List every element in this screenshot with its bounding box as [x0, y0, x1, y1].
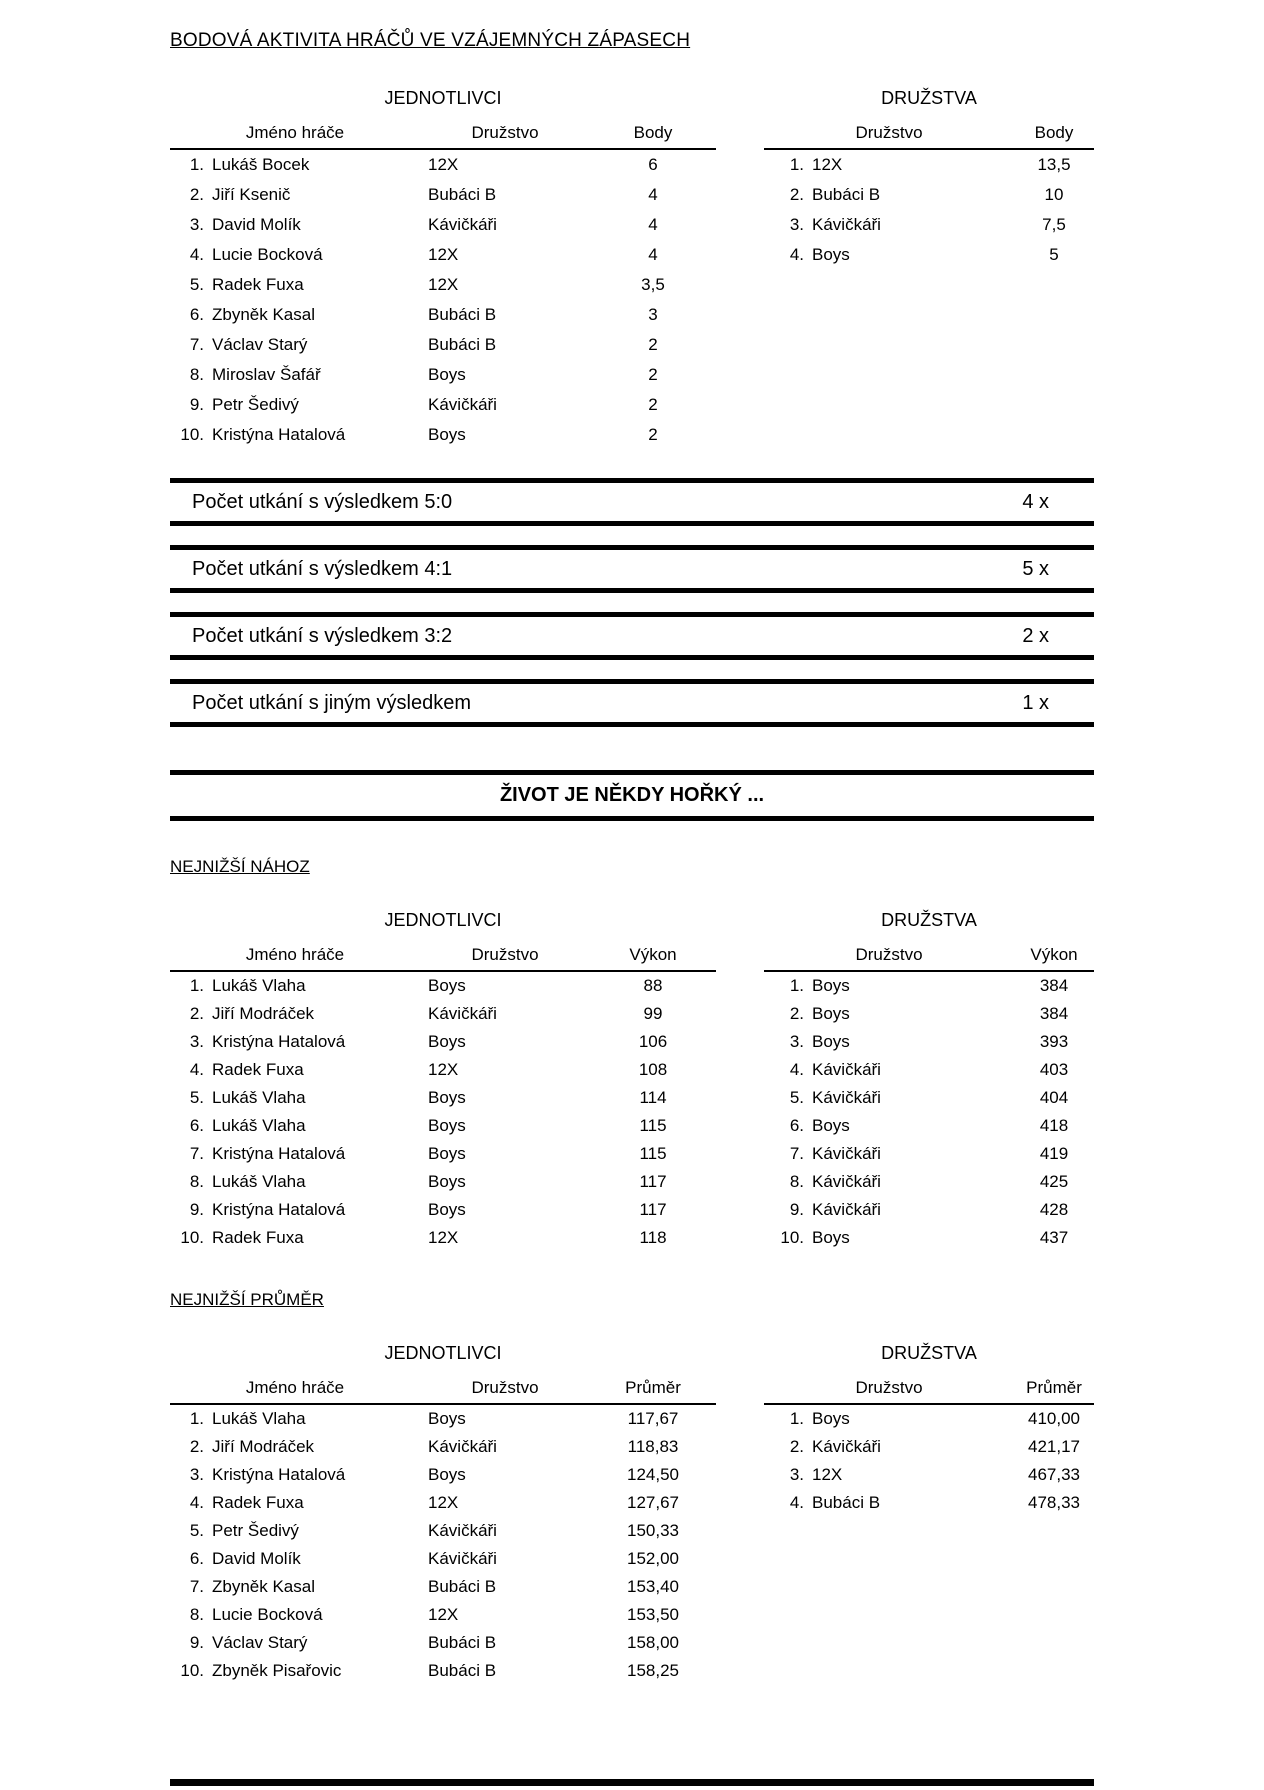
- score-cell: 114: [639, 1088, 667, 1107]
- team-cell: Kávičkáři: [812, 1200, 881, 1219]
- team-cell: 12X: [812, 155, 843, 174]
- team-cell: Kávičkáři: [428, 215, 497, 234]
- lowest-throw-section: [170, 857, 1094, 1252]
- column-header-average: Průměr: [1026, 1378, 1082, 1397]
- rank-cell: 4.: [789, 1060, 804, 1079]
- player-name-cell: Zbyněk Kasal: [212, 305, 315, 324]
- activity-section: [170, 88, 1094, 450]
- column-header-points: Body: [1034, 123, 1074, 142]
- rank-cell: 6.: [189, 1116, 204, 1135]
- table-row: [170, 180, 716, 210]
- table-row: [170, 1657, 716, 1685]
- team-cell: Bubáci B: [428, 335, 497, 354]
- player-name-cell: Lucie Bocková: [212, 245, 323, 264]
- player-name-cell: Lukáš Vlaha: [212, 1172, 306, 1191]
- rank-cell: 5.: [189, 1521, 204, 1540]
- individuals-title: JEDNOTLIVCI: [384, 910, 502, 930]
- table-row: [764, 210, 1094, 240]
- average-cell: 153,40: [627, 1577, 679, 1596]
- player-name-cell: Lucie Bocková: [212, 1605, 323, 1624]
- rank-cell: 2.: [789, 1437, 804, 1456]
- rank-cell: 10.: [180, 1661, 204, 1680]
- table-row: [170, 1601, 716, 1629]
- rank-cell: 8.: [189, 365, 204, 384]
- rank-cell: 10.: [180, 1228, 204, 1247]
- team-cell: Bubáci B: [428, 1577, 497, 1596]
- activity-individuals-column: [170, 88, 716, 450]
- rank-cell: 4.: [789, 1493, 804, 1512]
- points-cell: 2: [648, 395, 658, 414]
- table-row: [170, 210, 716, 240]
- individuals-title: JEDNOTLIVCI: [384, 1343, 502, 1363]
- lowest-throw-teams-column: [764, 910, 1094, 1252]
- average-cell: 150,33: [627, 1521, 679, 1540]
- table-row: [170, 1433, 716, 1461]
- rank-cell: 3.: [789, 1465, 804, 1484]
- player-name-cell: Radek Fuxa: [212, 275, 304, 294]
- rank-cell: 5.: [189, 275, 204, 294]
- rank-cell: 10.: [180, 425, 204, 444]
- rank-cell: 6.: [189, 305, 204, 324]
- average-cell: 158,00: [627, 1633, 679, 1652]
- rank-cell: 9.: [189, 1200, 204, 1219]
- player-name-cell: Jiří Modráček: [212, 1004, 315, 1023]
- result-count-box: [170, 545, 1094, 593]
- result-count-value: 5 x: [1022, 557, 1049, 580]
- team-cell: Kávičkáři: [812, 1088, 881, 1107]
- player-name-cell: Kristýna Hatalová: [212, 1465, 346, 1484]
- rank-cell: 7.: [189, 1144, 204, 1163]
- average-cell: 410,00: [1028, 1409, 1080, 1428]
- column-header-points: Body: [633, 123, 673, 142]
- column-header-team: Družstvo: [855, 945, 923, 964]
- column-header-average: Průměr: [625, 1378, 681, 1397]
- score-cell: 403: [1039, 1060, 1069, 1079]
- table-header: [170, 123, 716, 150]
- column-header-score: Výkon: [1030, 945, 1078, 964]
- rank-cell: 8.: [789, 1172, 804, 1191]
- points-cell: 5: [1049, 245, 1059, 264]
- table-row: [170, 150, 716, 180]
- score-cell: 384: [1039, 1004, 1069, 1023]
- column-header-team: Družstvo: [471, 123, 539, 142]
- column-header-team: Družstvo: [855, 1378, 923, 1397]
- score-cell: 418: [1039, 1116, 1069, 1135]
- player-name-cell: Petr Šedivý: [212, 395, 299, 414]
- table-row: [764, 1224, 1094, 1252]
- result-count-box: [170, 679, 1094, 727]
- points-cell: 13,5: [1037, 155, 1071, 174]
- rank-cell: 4.: [189, 1060, 204, 1079]
- team-cell: Kávičkáři: [428, 395, 497, 414]
- rank-cell: 5.: [789, 1088, 804, 1107]
- player-name-cell: Radek Fuxa: [212, 1228, 304, 1247]
- table-row: [764, 1433, 1094, 1461]
- player-name-cell: Jiří Ksenič: [212, 185, 291, 204]
- table-header: [764, 945, 1094, 972]
- team-cell: 12X: [428, 275, 459, 294]
- banner-section: [170, 770, 1094, 821]
- table-header: [764, 123, 1094, 150]
- team-cell: Boys: [428, 1088, 466, 1107]
- column-header-team: Družstvo: [471, 1378, 539, 1397]
- table-header: [170, 1378, 716, 1405]
- table-row: [764, 1461, 1094, 1489]
- score-cell: 393: [1039, 1032, 1069, 1051]
- rank-cell: 3.: [789, 1032, 804, 1051]
- team-cell: 12X: [428, 155, 459, 174]
- result-count-label: Počet utkání s výsledkem 5:0: [192, 490, 453, 513]
- table-row: [170, 1224, 716, 1252]
- lowest-average-teams-column: [764, 1343, 1094, 1685]
- player-name-cell: Václav Starý: [212, 335, 308, 354]
- score-cell: 419: [1039, 1144, 1069, 1163]
- score-cell: 384: [1039, 976, 1069, 995]
- team-cell: Kávičkáři: [428, 1549, 497, 1568]
- rank-cell: 1.: [189, 155, 204, 174]
- points-cell: 7,5: [1042, 215, 1066, 234]
- points-cell: 4: [648, 215, 658, 234]
- lowest-average-teams-table: [764, 1378, 1094, 1517]
- rank-cell: 1.: [189, 1409, 204, 1428]
- table-row: [764, 1056, 1094, 1084]
- rank-cell: 2.: [189, 1437, 204, 1456]
- table-row: [764, 1000, 1094, 1028]
- table-row: [170, 1461, 716, 1489]
- table-row: [764, 240, 1094, 270]
- table-row: [764, 1084, 1094, 1112]
- rank-cell: 1.: [789, 1409, 804, 1428]
- section-heading-lowest-average: NEJNIŽŠÍ PRŮMĚR: [170, 1290, 324, 1309]
- result-counts-section: [170, 478, 1094, 746]
- result-count-label: Počet utkání s výsledkem 3:2: [192, 624, 453, 647]
- team-cell: Boys: [428, 1409, 466, 1428]
- column-header-team: Družstvo: [855, 123, 923, 142]
- rank-cell: 2.: [189, 1004, 204, 1023]
- result-count-value: 1 x: [1022, 691, 1049, 714]
- column-header-player: Jméno hráče: [245, 123, 345, 142]
- score-cell: 115: [639, 1144, 667, 1163]
- points-cell: 10: [1044, 185, 1064, 204]
- team-cell: 12X: [428, 1493, 459, 1512]
- bottom-section-divider: [170, 1779, 1094, 1786]
- player-name-cell: Václav Starý: [212, 1633, 308, 1652]
- table-row: [764, 972, 1094, 1000]
- teams-title: DRUŽSTVA: [881, 1343, 977, 1363]
- score-cell: 117: [639, 1172, 667, 1191]
- rank-cell: 1.: [189, 976, 204, 995]
- average-cell: 117,67: [627, 1409, 679, 1428]
- team-cell: Kávičkáři: [428, 1521, 497, 1540]
- average-cell: 118,83: [627, 1437, 679, 1456]
- table-row: [170, 420, 716, 450]
- team-cell: 12X: [428, 1060, 459, 1079]
- rank-cell: 3.: [189, 1032, 204, 1051]
- lowest-throw-individuals-table: [170, 945, 716, 1252]
- player-name-cell: David Molík: [212, 215, 301, 234]
- team-cell: 12X: [428, 1605, 459, 1624]
- points-cell: 2: [648, 425, 658, 444]
- average-cell: 478,33: [1028, 1493, 1080, 1512]
- score-cell: 425: [1039, 1172, 1069, 1191]
- table-row: [764, 1112, 1094, 1140]
- table-row: [170, 360, 716, 390]
- lowest-average-individuals-column: [170, 1343, 716, 1685]
- table-header: [764, 1378, 1094, 1405]
- team-cell: Boys: [428, 425, 466, 444]
- score-cell: 99: [643, 1004, 663, 1023]
- lowest-throw-teams-table: [764, 945, 1094, 1252]
- rank-cell: 4.: [189, 245, 204, 264]
- table-row: [170, 1140, 716, 1168]
- score-cell: 88: [643, 976, 663, 995]
- table-row: [170, 1112, 716, 1140]
- rank-cell: 7.: [189, 1577, 204, 1596]
- team-cell: Boys: [812, 1409, 850, 1428]
- section-heading-lowest-throw: NEJNIŽŠÍ NÁHOZ: [170, 857, 310, 876]
- lowest-throw-individuals-column: [170, 910, 716, 1252]
- result-count-value: 2 x: [1022, 624, 1049, 647]
- score-cell: 404: [1039, 1088, 1069, 1107]
- player-name-cell: Kristýna Hatalová: [212, 1032, 346, 1051]
- rank-cell: 9.: [789, 1200, 804, 1219]
- score-cell: 117: [639, 1200, 667, 1219]
- team-cell: Boys: [428, 1200, 466, 1219]
- team-cell: 12X: [812, 1465, 843, 1484]
- team-cell: Boys: [812, 976, 850, 995]
- team-cell: Bubáci B: [812, 1493, 881, 1512]
- column-header-player: Jméno hráče: [245, 1378, 345, 1397]
- table-row: [170, 1573, 716, 1601]
- table-row: [764, 1028, 1094, 1056]
- team-cell: 12X: [428, 1228, 459, 1247]
- table-row: [170, 1084, 716, 1112]
- table-row: [170, 1000, 716, 1028]
- table-row: [764, 180, 1094, 210]
- team-cell: Boys: [428, 1144, 466, 1163]
- player-name-cell: Lukáš Bocek: [212, 155, 310, 174]
- team-cell: 12X: [428, 245, 459, 264]
- team-cell: Kávičkáři: [812, 1172, 881, 1191]
- table-row: [170, 972, 716, 1000]
- score-cell: 118: [639, 1228, 667, 1247]
- rank-cell: 9.: [189, 395, 204, 414]
- score-cell: 428: [1039, 1200, 1069, 1219]
- rank-cell: 3.: [189, 1465, 204, 1484]
- rank-cell: 1.: [789, 976, 804, 995]
- table-row: [170, 1056, 716, 1084]
- teams-title: DRUŽSTVA: [881, 910, 977, 930]
- teams-title: DRUŽSTVA: [881, 88, 977, 108]
- team-cell: Boys: [812, 1004, 850, 1023]
- team-cell: Kávičkáři: [812, 215, 881, 234]
- rank-cell: 2.: [189, 185, 204, 204]
- rank-cell: 5.: [189, 1088, 204, 1107]
- team-cell: Kávičkáři: [812, 1144, 881, 1163]
- points-cell: 3,5: [641, 275, 665, 294]
- team-cell: Boys: [428, 1032, 466, 1051]
- player-name-cell: Radek Fuxa: [212, 1060, 304, 1079]
- table-row: [170, 1517, 716, 1545]
- table-row: [170, 1405, 716, 1433]
- table-row: [764, 150, 1094, 180]
- table-row: [764, 1489, 1094, 1517]
- activity-individuals-table: [170, 123, 716, 450]
- team-cell: Kávičkáři: [428, 1004, 497, 1023]
- rank-cell: 7.: [789, 1144, 804, 1163]
- table-row: [764, 1196, 1094, 1224]
- result-count-value: 4 x: [1022, 490, 1049, 513]
- page-title: BODOVÁ AKTIVITA HRÁČŮ VE VZÁJEMNÝCH ZÁPASECH: [170, 30, 691, 51]
- column-header-score: Výkon: [629, 945, 677, 964]
- average-cell: 152,00: [627, 1549, 679, 1568]
- result-count-box: [170, 612, 1094, 660]
- rank-cell: 4.: [789, 245, 804, 264]
- table-row: [764, 1168, 1094, 1196]
- team-cell: Bubáci B: [428, 1661, 497, 1680]
- rank-cell: 4.: [189, 1493, 204, 1512]
- rank-cell: 3.: [789, 215, 804, 234]
- score-cell: 115: [639, 1116, 667, 1135]
- player-name-cell: Kristýna Hatalová: [212, 425, 346, 444]
- result-count-label: Počet utkání s výsledkem 4:1: [192, 557, 453, 580]
- table-row: [170, 1489, 716, 1517]
- rank-cell: 10.: [780, 1228, 804, 1247]
- points-cell: 4: [648, 185, 658, 204]
- points-cell: 3: [648, 305, 658, 324]
- individuals-title: JEDNOTLIVCI: [384, 88, 502, 108]
- table-row: [170, 1545, 716, 1573]
- average-cell: 124,50: [627, 1465, 679, 1484]
- column-header-team: Družstvo: [471, 945, 539, 964]
- team-cell: Boys: [812, 1228, 850, 1247]
- banner-text: ŽIVOT JE NĚKDY HOŘKÝ ...: [170, 770, 1094, 821]
- table-row: [170, 1629, 716, 1657]
- player-name-cell: Lukáš Vlaha: [212, 1088, 306, 1107]
- table-row: [170, 240, 716, 270]
- team-cell: Kávičkáři: [812, 1060, 881, 1079]
- player-name-cell: Lukáš Vlaha: [212, 1116, 306, 1135]
- lowest-average-individuals-table: [170, 1378, 716, 1685]
- rank-cell: 6.: [189, 1549, 204, 1568]
- player-name-cell: David Molík: [212, 1549, 301, 1568]
- team-cell: Kávičkáři: [428, 1437, 497, 1456]
- average-cell: 467,33: [1028, 1465, 1080, 1484]
- team-cell: Boys: [428, 1465, 466, 1484]
- team-cell: Boys: [428, 976, 466, 995]
- player-name-cell: Jiří Modráček: [212, 1437, 315, 1456]
- score-cell: 437: [1039, 1228, 1069, 1247]
- team-cell: Boys: [812, 245, 850, 264]
- player-name-cell: Lukáš Vlaha: [212, 976, 306, 995]
- points-cell: 4: [648, 245, 658, 264]
- activity-teams-table: [764, 123, 1094, 270]
- average-cell: 153,50: [627, 1605, 679, 1624]
- column-header-player: Jméno hráče: [245, 945, 345, 964]
- table-row: [170, 390, 716, 420]
- points-cell: 2: [648, 335, 658, 354]
- table-row: [764, 1405, 1094, 1433]
- rank-cell: 2.: [789, 1004, 804, 1023]
- player-name-cell: Radek Fuxa: [212, 1493, 304, 1512]
- score-cell: 108: [638, 1060, 668, 1079]
- rank-cell: 6.: [789, 1116, 804, 1135]
- team-cell: Bubáci B: [428, 185, 497, 204]
- table-row: [170, 330, 716, 360]
- team-cell: Boys: [428, 365, 466, 384]
- player-name-cell: Miroslav Šafář: [212, 365, 321, 384]
- points-cell: 6: [648, 155, 658, 174]
- rank-cell: 9.: [189, 1633, 204, 1652]
- team-cell: Boys: [428, 1116, 466, 1135]
- rank-cell: 1.: [789, 155, 804, 174]
- points-cell: 2: [648, 365, 658, 384]
- player-name-cell: Lukáš Vlaha: [212, 1409, 306, 1428]
- rank-cell: 3.: [189, 215, 204, 234]
- rank-cell: 2.: [789, 185, 804, 204]
- team-cell: Kávičkáři: [812, 1437, 881, 1456]
- table-row: [764, 1140, 1094, 1168]
- table-row: [170, 1168, 716, 1196]
- table-row: [170, 1028, 716, 1056]
- result-count-label: Počet utkání s jiným výsledkem: [192, 691, 471, 714]
- table-row: [170, 1196, 716, 1224]
- table-header: [170, 945, 716, 972]
- lowest-average-section: [170, 1290, 1094, 1685]
- average-cell: 127,67: [627, 1493, 679, 1512]
- activity-teams-column: [764, 88, 1094, 450]
- score-cell: 106: [638, 1032, 668, 1051]
- team-cell: Boys: [428, 1172, 466, 1191]
- player-name-cell: Petr Šedivý: [212, 1521, 299, 1540]
- player-name-cell: Kristýna Hatalová: [212, 1144, 346, 1163]
- rank-cell: 8.: [189, 1605, 204, 1624]
- result-count-box: [170, 478, 1094, 526]
- team-cell: Bubáci B: [428, 305, 497, 324]
- player-name-cell: Zbyněk Pisařovic: [212, 1661, 342, 1680]
- player-name-cell: Zbyněk Kasal: [212, 1577, 315, 1596]
- rank-cell: 8.: [189, 1172, 204, 1191]
- rank-cell: 7.: [189, 335, 204, 354]
- team-cell: Bubáci B: [428, 1633, 497, 1652]
- table-row: [170, 300, 716, 330]
- average-cell: 421,17: [1028, 1437, 1080, 1456]
- table-row: [170, 270, 716, 300]
- team-cell: Boys: [812, 1116, 850, 1135]
- team-cell: Boys: [812, 1032, 850, 1051]
- player-name-cell: Kristýna Hatalová: [212, 1200, 346, 1219]
- team-cell: Bubáci B: [812, 185, 881, 204]
- average-cell: 158,25: [627, 1661, 679, 1680]
